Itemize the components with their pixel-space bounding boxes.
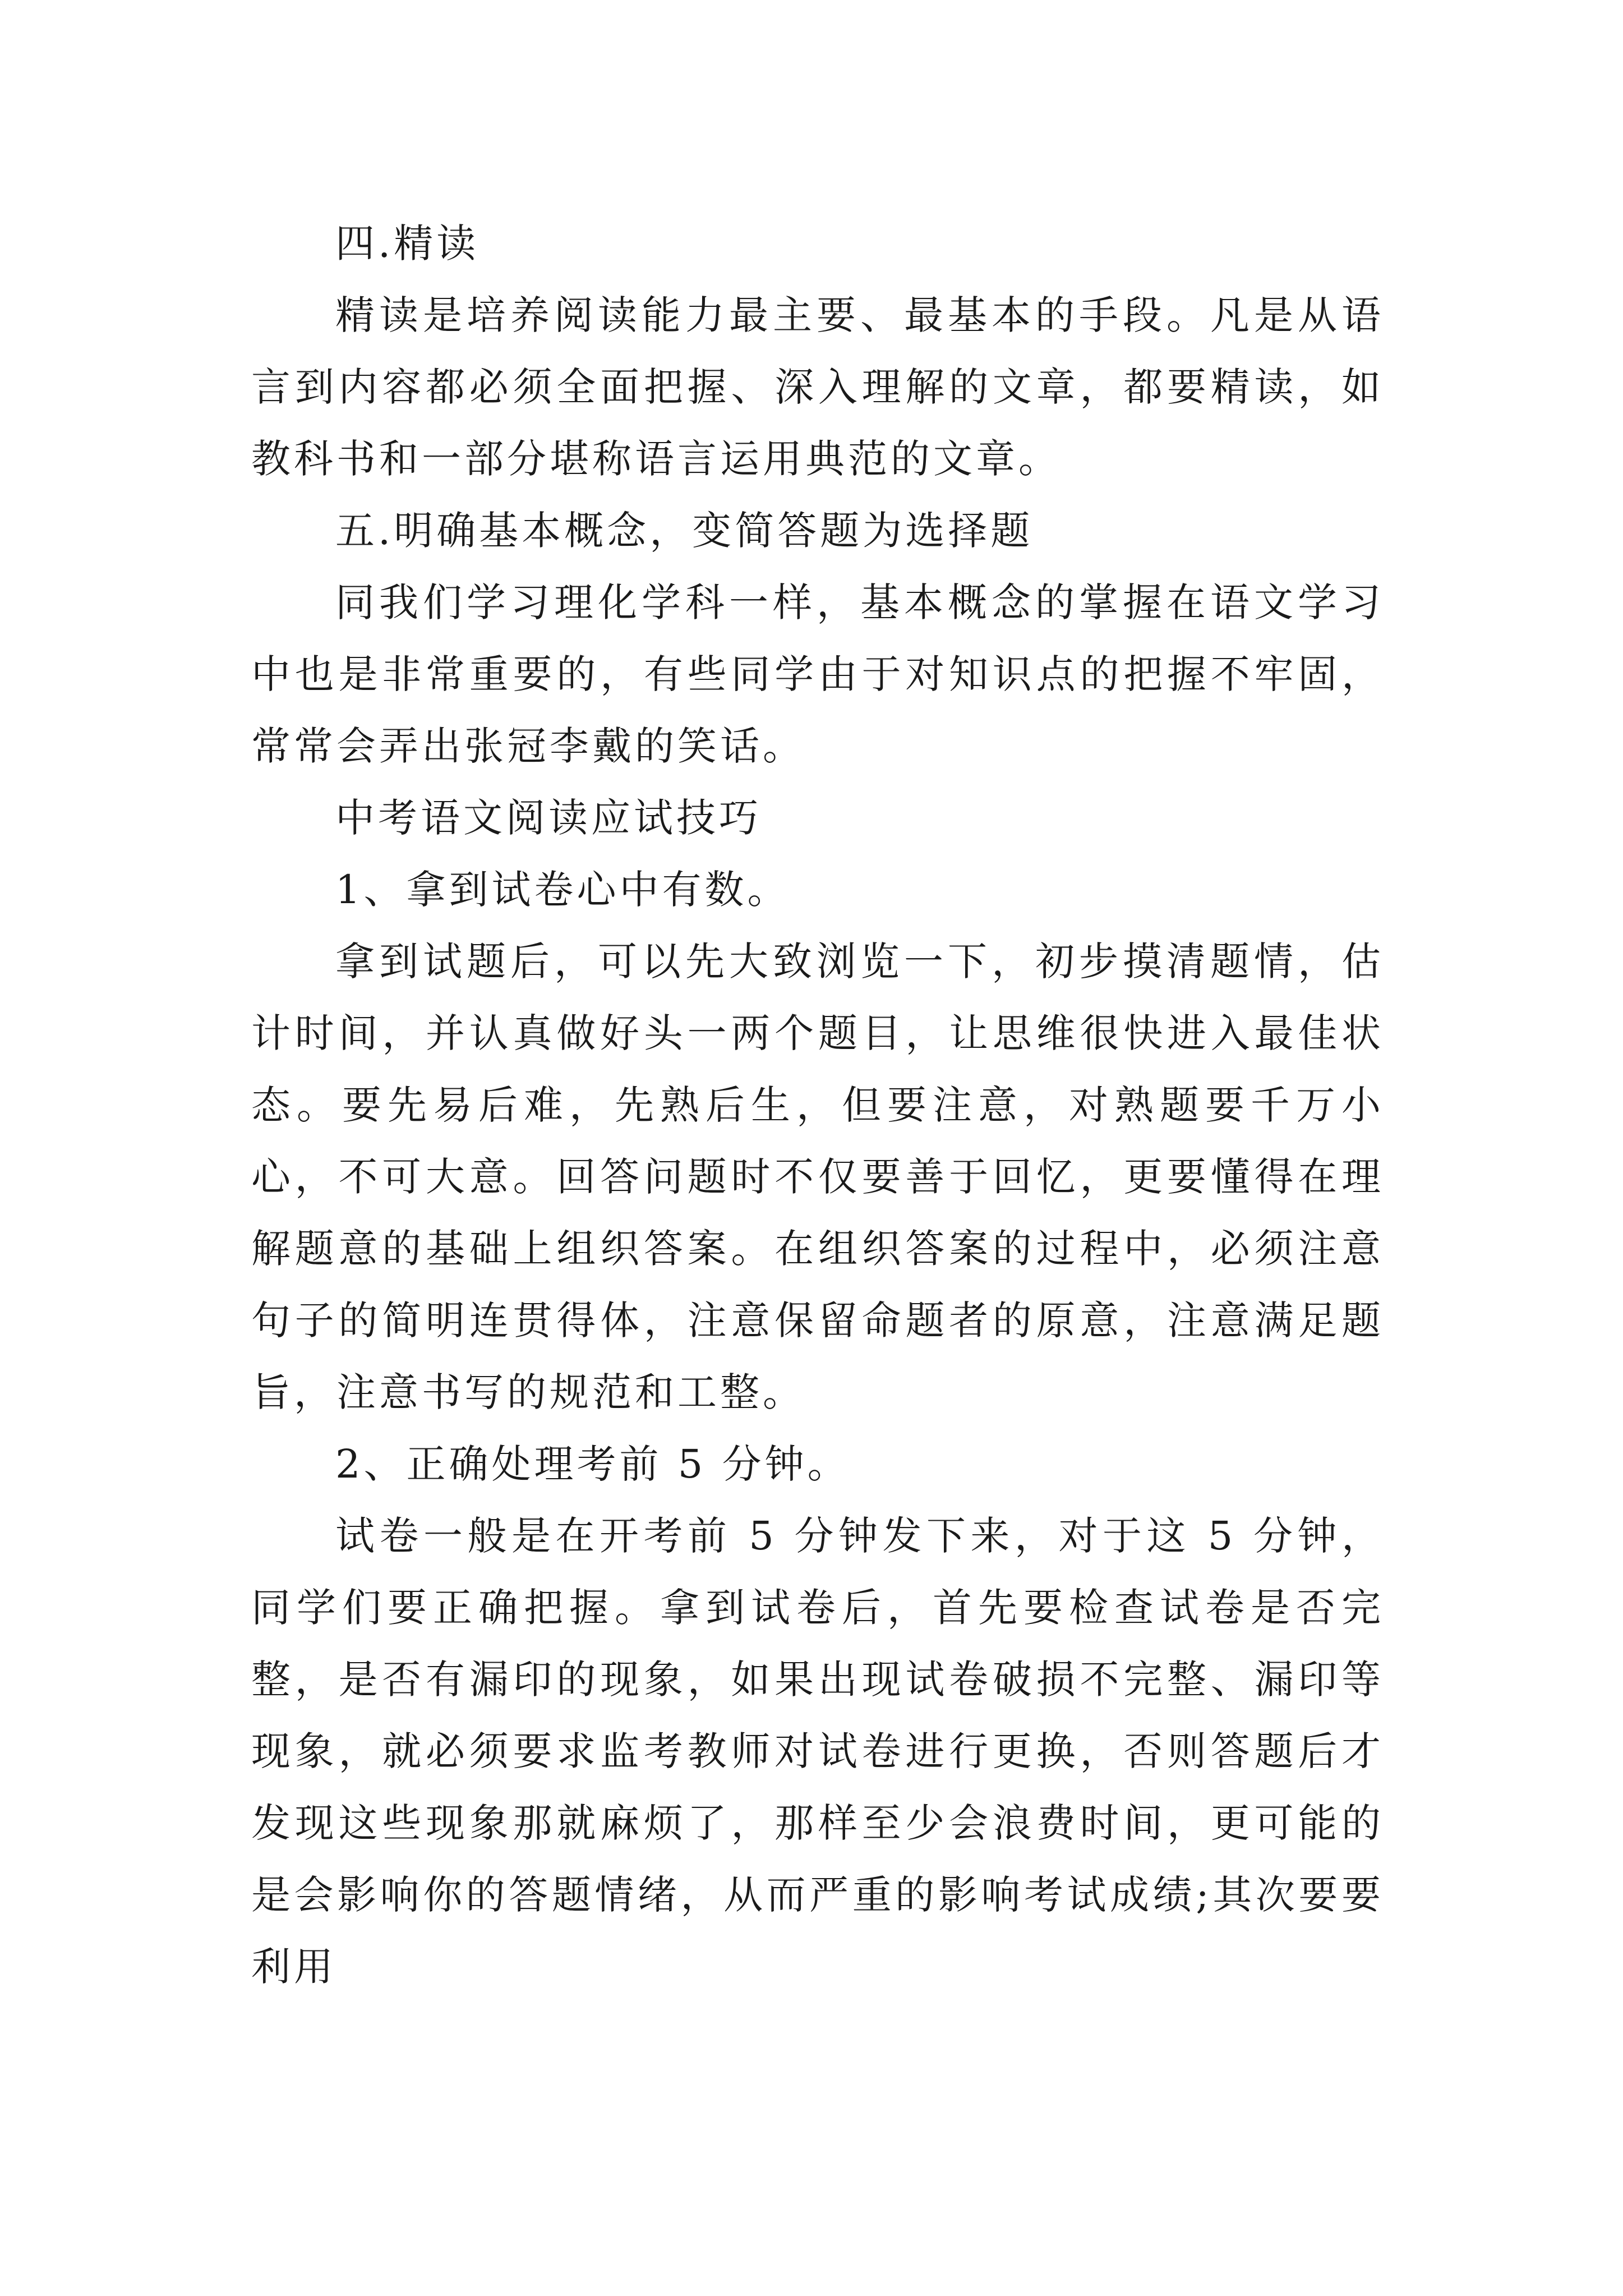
- paragraph-intensive-reading: 精读是培养阅读能力最主要、最基本的手段。凡是从语言到内容都必须全面把握、深入理解的文章，都要精读，如教科书和一部分堪称语言运用典范的文章。: [251, 292, 1384, 482]
- paragraph-basic-concepts: 同我们学习理化学科一样，基本概念的掌握在语文学习中也是非常重要的，有些同学由于对知识点的把握不牢固，常常会弄出张冠李戴的笑话。: [251, 579, 1384, 769]
- paragraph-tip-2: 试卷一般是在开考前 5 分钟发下来，对于这 5 分钟，同学们要正确把握。拿到试卷后，首先要检查试卷是否完整，是否有漏印的现象，如果出现试卷破损不完整、漏印等现象，就必须要求监考教师对试卷进行更换，否则答题后才发现这些现象那就麻烦了，那样至少会浪费时间，更可能的是会影响你的答题情绪，从而严重的影响考试成绩;其次要要利用: [251, 1513, 1384, 1990]
- tip-heading-2: 2、正确处理考前 5 分钟。: [335, 1441, 850, 1487]
- paragraph-tip-1: 拿到试题后，可以先大致浏览一下，初步摸清题情，估计时间，并认真做好头一两个题目，让思维很快进入最佳状态。要先易后难，先熟后生，但要注意，对熟题要千万小心，不可大意。回答问题时不仅要善于回忆，更要懂得在理解题意的基础上组织答案。在组织答案的过程中，必须注意句子的简明连贯得体，注意保留命题者的原意，注意满足题旨，注意书写的规范和工整。: [251, 938, 1384, 1415]
- tip-heading-1: 1、拿到试卷心中有数。: [335, 867, 790, 913]
- document-body: [251, 208, 1384, 2003]
- section-heading-exam-tips: 中考语文阅读应试技巧: [335, 795, 762, 841]
- section-heading-basic-concepts: 五.明确基本概念，变简答题为选择题: [335, 508, 1034, 554]
- section-heading-intensive-reading: 四.精读: [335, 220, 479, 266]
